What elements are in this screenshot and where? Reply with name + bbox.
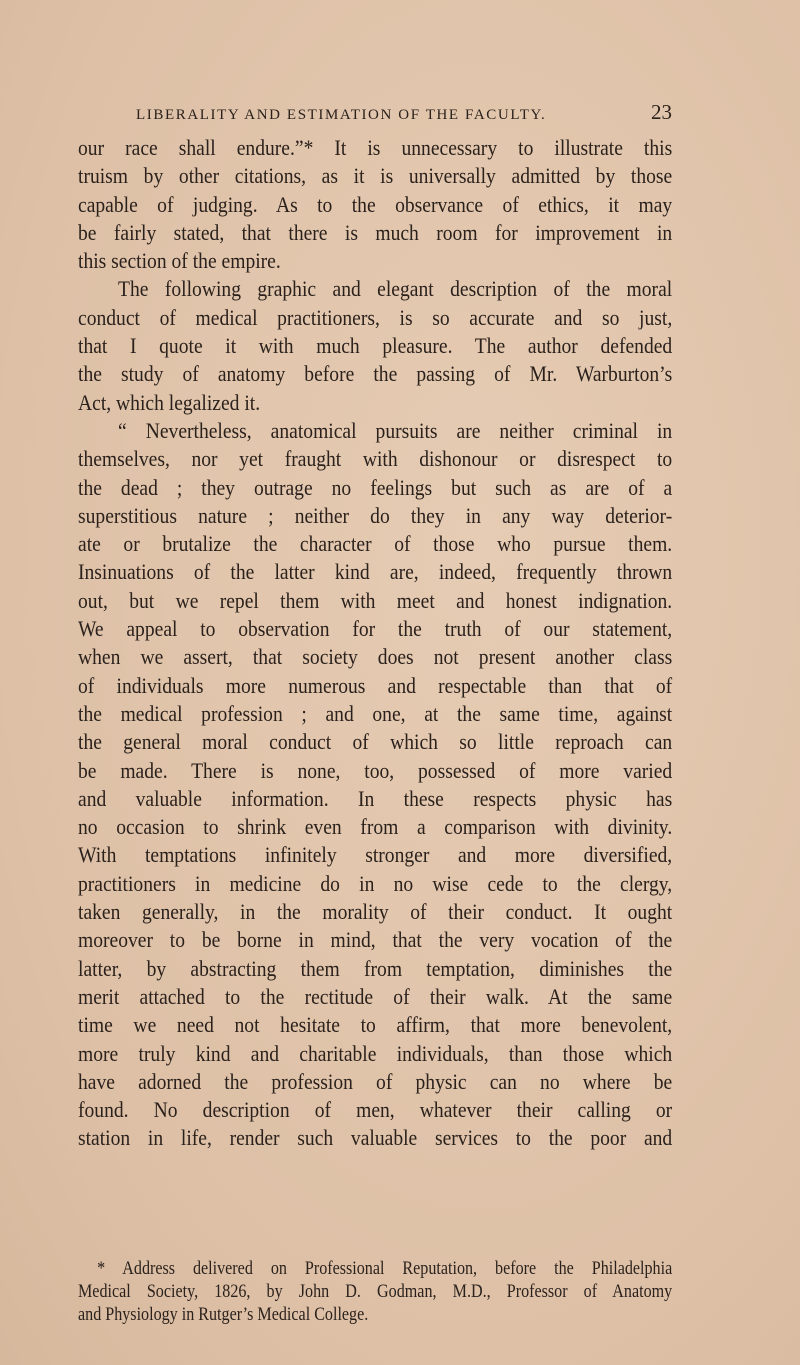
- text-line: when we assert, that society does not present another class: [78, 644, 673, 670]
- footnote-line: Medical Society, 1826, by John D. Godman, M.D., Professor of Anatomy: [78, 1282, 673, 1302]
- text-line: merit attached to the rectitude of their walk. At the same: [78, 983, 673, 1009]
- text-line: moreover to be borne in mind, that the very vocation of the: [78, 927, 673, 953]
- text-line: capable of judging. As to the observance of ethics, it may: [78, 191, 673, 217]
- footnote: [78, 1258, 672, 1327]
- text-line: have adorned the profession of physic can no where be: [78, 1068, 673, 1094]
- text-line: We appeal to observation for the truth of our statement,: [78, 616, 673, 642]
- text-line: station in life, render such valuable services to the poor and: [78, 1125, 673, 1151]
- text-line: the medical profession ; and one, at the same time, against: [78, 700, 673, 726]
- text-line: conduct of medical practitioners, is so accurate and so just,: [78, 304, 673, 330]
- text-line: and valuable information. In these respects physic has: [78, 785, 673, 811]
- text-line: “ Nevertheless, anatomical pursuits are neither criminal in: [118, 417, 673, 443]
- running-title: LIBERALITY AND ESTIMATION OF THE FACULTY.: [136, 107, 547, 123]
- text-line: The following graphic and elegant description of the moral: [118, 276, 673, 302]
- text-line: themselves, nor yet fraught with dishonour or disrespect to: [78, 446, 673, 472]
- text-line: be made. There is none, too, possessed of more varied: [78, 757, 673, 783]
- text-line: superstitious nature ; neither do they in any way deterior-: [78, 502, 673, 528]
- body-text: [78, 134, 672, 1153]
- text-line: ate or brutalize the character of those who pursue them.: [78, 531, 673, 557]
- page-number: 23: [651, 100, 672, 124]
- text-line: of individuals more numerous and respectable than that of: [78, 672, 673, 698]
- text-line: truism by other citations, as it is universally admitted by those: [78, 163, 673, 189]
- text-line: more truly kind and charitable individuals, than those which: [78, 1040, 673, 1066]
- footnote-line: * Address delivered on Professional Reputation, before the Philadelphia: [97, 1259, 673, 1279]
- running-header: [136, 100, 672, 125]
- text-line: be fairly stated, that there is much room for improvement in: [78, 219, 673, 245]
- text-line: Insinuations of the latter kind are, indeed, frequently thrown: [78, 559, 673, 585]
- text-line: taken generally, in the morality of their conduct. It ought: [78, 899, 673, 925]
- text-line: Act, which legalized it.: [78, 389, 261, 415]
- text-line: that I quote it with much pleasure. The author defended: [78, 333, 673, 359]
- text-line: latter, by abstracting them from temptation, diminishes the: [78, 955, 673, 981]
- text-line: our race shall endure.”* It is unnecessary to illustrate this: [78, 135, 673, 160]
- text-line: With temptations infinitely stronger and more diversified,: [78, 842, 673, 868]
- text-line: the general moral conduct of which so little reproach can: [78, 729, 673, 755]
- text-line: out, but we repel them with meet and honest indignation.: [78, 587, 673, 613]
- text-line: this section of the empire.: [78, 248, 281, 274]
- footnote-line: and Physiology in Rutger’s Medical College.: [78, 1305, 369, 1325]
- text-line: time we need not hesitate to affirm, that more benevolent,: [78, 1012, 673, 1038]
- text-line: the dead ; they outrage no feelings but such as are of a: [78, 474, 673, 500]
- text-line: practitioners in medicine do in no wise cede to the clergy,: [78, 870, 673, 896]
- text-line: no occasion to shrink even from a comparison with divinity.: [78, 814, 673, 840]
- text-line: found. No description of men, whatever their calling or: [78, 1097, 673, 1123]
- text-line: the study of anatomy before the passing of Mr. Warburton’s: [78, 361, 673, 387]
